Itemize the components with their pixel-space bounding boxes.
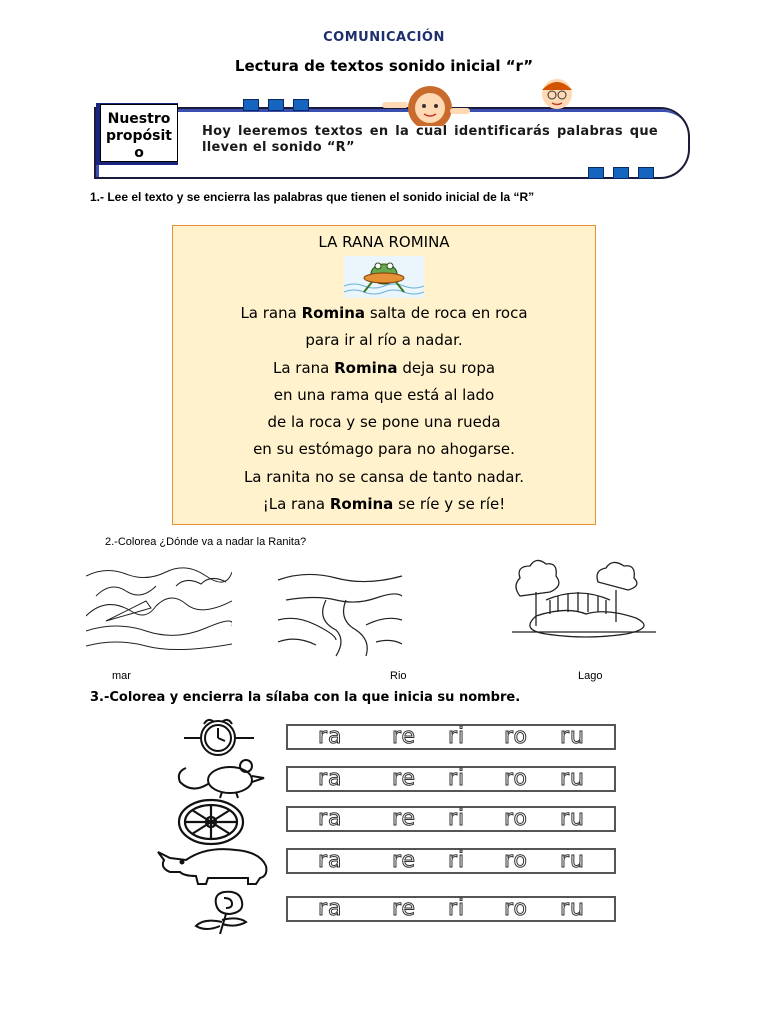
syllable-ru[interactable]: ru [560,896,585,921]
syllable-ri[interactable]: ri [448,766,466,791]
label-rio: Rio [390,670,407,682]
rosa-icon [190,888,262,936]
story-line: La ranita no se cansa de tanto nadar. [243,467,525,486]
syllable-ri[interactable]: ri [448,896,466,921]
syllable-ra[interactable]: ra [318,724,343,749]
decor-square [243,99,259,111]
syllable-ri[interactable]: ri [448,806,466,831]
syllable-ro[interactable]: ro [504,766,529,791]
syllable-ru[interactable]: ru [560,766,585,791]
lake-illustration [506,556,660,640]
syllable-re[interactable]: re [392,896,417,921]
purpose-label [100,104,178,162]
syllable-box [286,848,616,874]
syllable-ri[interactable]: ri [448,724,466,749]
boy-illustration [532,76,582,112]
syllable-ru[interactable]: ru [560,848,585,873]
purpose-label-line1: Nuestro [107,111,171,127]
syllable-box [286,896,616,922]
syllable-ra[interactable]: ra [318,806,343,831]
story-text [172,300,596,518]
purpose-label-line3: o [134,145,144,161]
syllable-re[interactable]: re [392,724,417,749]
syllable-box [286,724,616,750]
rueda-icon [176,798,246,846]
decor-square [293,99,309,111]
reloj-icon [178,714,258,758]
syllable-box [286,806,616,832]
river-illustration [276,570,404,658]
sea-illustration [86,566,232,658]
decor-square [268,99,284,111]
raton-icon [174,756,266,800]
syllable-ru[interactable]: ru [560,806,585,831]
label-mar: mar [112,670,131,682]
page-title: Lectura de textos sonido inicial “r” [234,57,534,75]
syllable-ro[interactable]: ro [504,848,529,873]
decor-square [638,167,654,179]
story-line: de la roca y se pone una rueda [267,413,501,432]
decor-square [588,167,604,179]
syllable-ro[interactable]: ro [504,806,529,831]
purpose-text: Hoy leeremos textos en la cual identificarás palabras que lleven el sonido “R” [202,124,658,155]
syllable-re[interactable]: re [392,766,417,791]
syllable-re[interactable]: re [392,806,417,831]
syllable-ri[interactable]: ri [448,848,466,873]
syllable-re[interactable]: re [392,848,417,873]
subject-heading: COMUNICACIÓN [323,30,445,45]
question-3: 3.-Colorea y encierra la sílaba con la que inicia su nombre. [90,690,521,705]
syllable-ro[interactable]: ro [504,896,529,921]
story-line: ¡La rana Romina se ríe y se ríe! [262,495,506,514]
decor-square [613,167,629,179]
story-line: en una rama que está al lado [273,385,495,404]
question-2: 2.-Colorea ¿Dónde va a nadar la Ranita? [105,536,307,548]
syllable-ra[interactable]: ra [318,896,343,921]
rinoceronte-icon [156,842,272,886]
story-line: para ir al río a nadar. [305,331,463,350]
frog-illustration [344,256,424,298]
label-lago: Lago [578,670,603,682]
syllable-box [286,766,616,792]
story-title: LA RANA ROMINA [318,233,450,251]
syllable-ra[interactable]: ra [318,766,343,791]
story-line: en su estómago para no ahogarse. [253,440,515,459]
girl-illustration [378,78,478,126]
story-line: La rana Romina deja su ropa [272,358,496,377]
purpose-label-line2: propósit [105,128,172,144]
story-line: La rana Romina salta de roca en roca [240,304,528,322]
syllable-ro[interactable]: ro [504,724,529,749]
syllable-ra[interactable]: ra [318,848,343,873]
syllable-ru[interactable]: ru [560,724,585,749]
question-1: 1.- Lee el texto y se encierra las palabras que tienen el sonido inicial de la “R” [90,190,535,204]
